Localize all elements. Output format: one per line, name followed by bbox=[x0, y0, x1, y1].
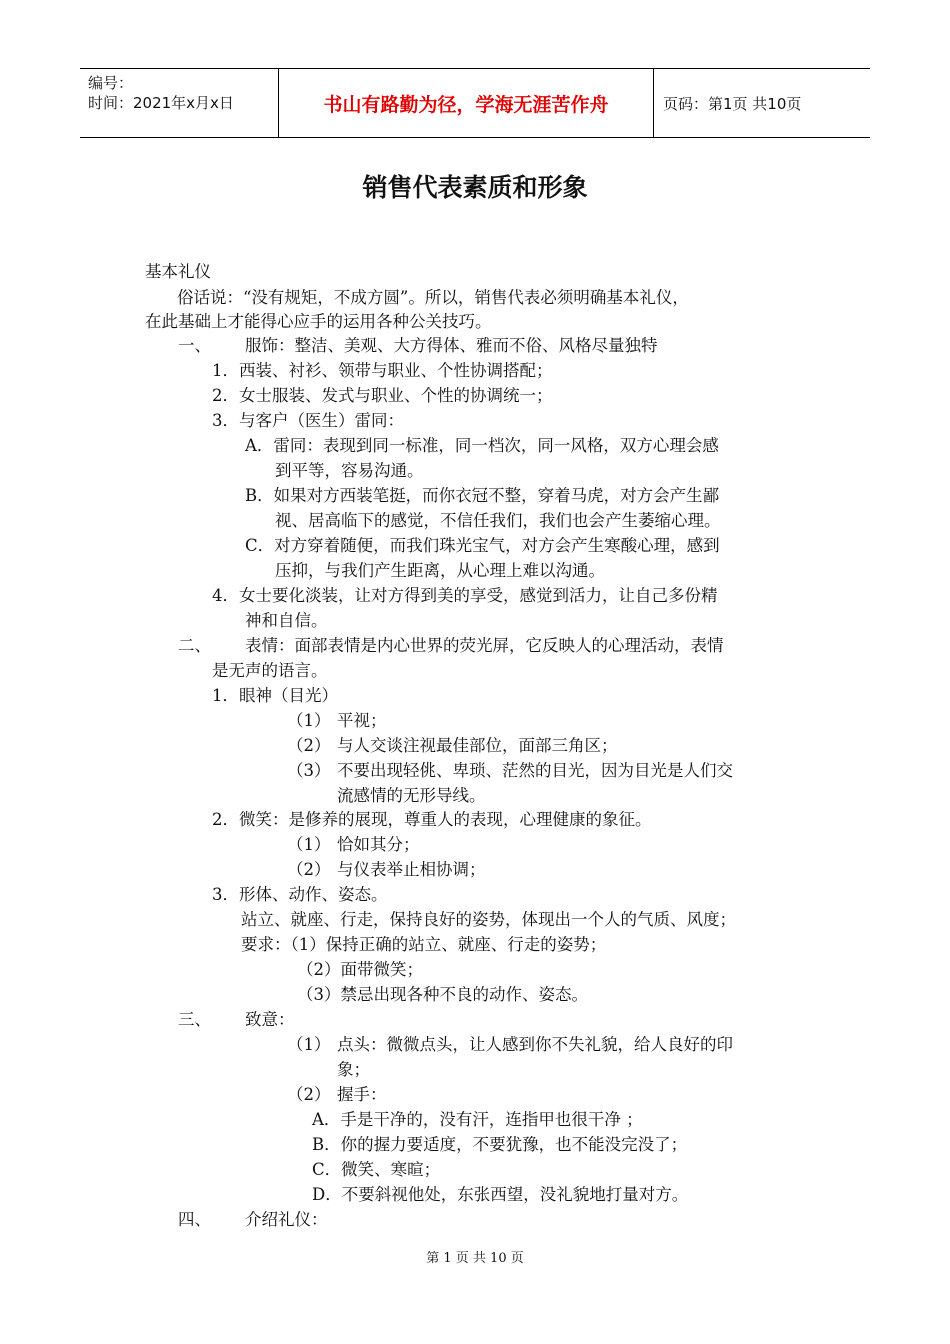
list-item-continued: 象； bbox=[337, 1060, 370, 1079]
list-item: B．你的握力要适度，不要犹豫，也不能没完没了； bbox=[312, 1135, 688, 1154]
list-number: 三、 bbox=[178, 1010, 211, 1029]
list-item: 4．女士要化淡装，让对方得到美的享受，感觉到活力，让自己多份精 bbox=[212, 586, 718, 605]
list-text: 介绍礼仪： bbox=[245, 1210, 328, 1229]
list-item: 1．眼神（目光） bbox=[212, 686, 338, 705]
list-item: 1．西装、衬衫、领带与职业、个性协调搭配； bbox=[212, 361, 553, 380]
list-item: A．手是干净的，没有汗，连指甲也很干净 ； bbox=[312, 1110, 643, 1129]
list-text: 不要出现轻佻、卑琐、茫然的目光，因为目光是人们交 bbox=[337, 761, 733, 780]
list-item: D．不要斜视他处，东张西望，没礼貌地打量对方。 bbox=[312, 1185, 689, 1204]
list-number: 一、 bbox=[178, 336, 211, 355]
time-label: 时间：2021年x月x日 bbox=[88, 94, 234, 112]
list-number: 四、 bbox=[178, 1210, 211, 1229]
list-item: 3．形体、动作、姿态。 bbox=[212, 885, 388, 904]
list-number: 二、 bbox=[178, 636, 211, 655]
list-item: A．雷同：表现到同一标准，同一档次，同一风格，双方心理会感 bbox=[245, 436, 719, 455]
list-item-continued: 是无声的语言。 bbox=[212, 661, 328, 680]
list-item: 3．与客户（医生）雷同： bbox=[212, 411, 404, 430]
list-item-continued: 到平等，容易沟通。 bbox=[275, 461, 424, 480]
list-text: 点头：微微点头，让人感到你不失礼貌，给人良好的印 bbox=[337, 1035, 733, 1054]
list-text: 与人交谈注视最佳部位，面部三角区； bbox=[337, 736, 618, 755]
list-text: 表情：面部表情是内心世界的荧光屏，它反映人的心理活动，表情 bbox=[245, 636, 724, 655]
section-heading: 基本礼仪 bbox=[145, 262, 211, 281]
list-number: （3） bbox=[287, 761, 331, 780]
document-title: 销售代表素质和形象 bbox=[362, 173, 588, 202]
number-label: 编号： bbox=[88, 74, 134, 92]
header-table bbox=[80, 68, 870, 138]
paragraph-line: 要求：（1）保持正确的站立、就座、行走的姿势； bbox=[241, 935, 607, 954]
motto: 书山有路勤为径，学海无涯苦作舟 bbox=[279, 69, 654, 137]
list-item: B．如果对方西装笔挺，而你衣冠不整，穿着马虎，对方会产生鄙 bbox=[245, 486, 720, 505]
list-item: C．微笑、寒暄； bbox=[312, 1160, 441, 1179]
list-text: 致意： bbox=[245, 1010, 295, 1029]
list-number: （1） bbox=[287, 1035, 331, 1054]
list-item-continued: 流感情的无形导线。 bbox=[337, 786, 486, 805]
list-item: 2．微笑：是修养的展现，尊重人的表现，心理健康的象征。 bbox=[212, 810, 652, 829]
list-item: C．对方穿着随便，而我们珠光宝气，对方会产生寒酸心理，感到 bbox=[245, 536, 720, 555]
paragraph-line: 在此基础上才能得心应手的运用各种公关技巧。 bbox=[145, 312, 492, 331]
list-number: （2） bbox=[287, 860, 331, 879]
paragraph-line: 站立、就座、行走，保持良好的姿势，体现出一个人的气质、风度； bbox=[241, 910, 736, 929]
list-number: （1） bbox=[287, 711, 331, 730]
list-item-continued: 视、居高临下的感觉，不信任我们，我们也会产生萎缩心理。 bbox=[275, 511, 721, 530]
list-text: 恰如其分； bbox=[337, 835, 420, 854]
list-number: （1） bbox=[287, 835, 331, 854]
list-number: （2） bbox=[287, 736, 331, 755]
list-text: 平视； bbox=[337, 711, 387, 730]
list-item: 2．女士服装、发式与职业、个性的协调统一； bbox=[212, 386, 553, 405]
list-text: 服饰：整洁、美观、大方得体、雅而不俗、风格尽量独特 bbox=[245, 336, 658, 355]
list-text: 握手： bbox=[337, 1085, 387, 1104]
list-number: （2） bbox=[287, 1085, 331, 1104]
list-item: （3）禁忌出现各种不良的动作、姿态。 bbox=[297, 985, 588, 1004]
page-footer: 第 1 页 共 10 页 bbox=[426, 1251, 524, 1266]
paragraph-line: 俗话说：“没有规矩，不成方圆”。所以，销售代表必须明确基本礼仪， bbox=[177, 288, 689, 307]
list-item-continued: 压抑，与我们产生距离，从心理上难以沟通。 bbox=[275, 561, 605, 580]
page-info: 页码：第1页 共10页 bbox=[663, 94, 802, 113]
list-item-continued: 神和自信。 bbox=[245, 611, 328, 630]
list-item: （2）面带微笑； bbox=[297, 960, 423, 979]
header-meta-cell bbox=[80, 69, 279, 137]
list-text: 与仪表举止相协调； bbox=[337, 860, 486, 879]
